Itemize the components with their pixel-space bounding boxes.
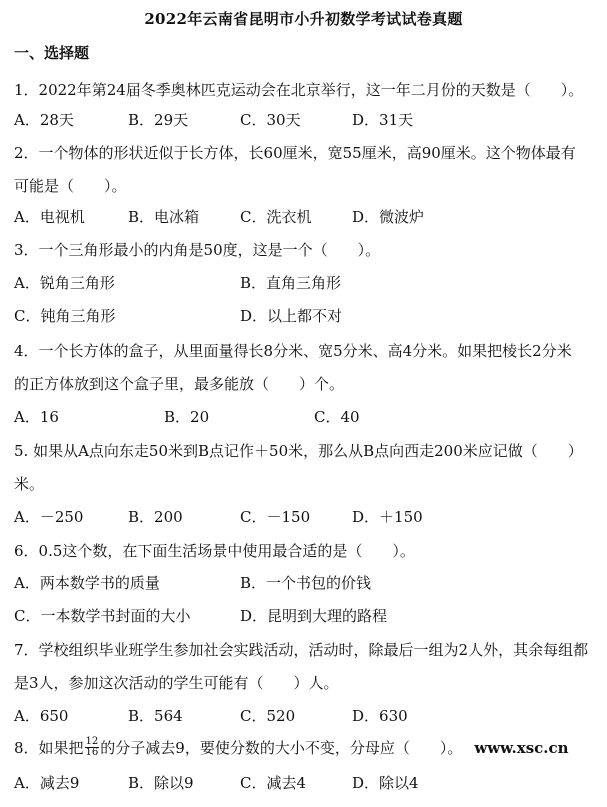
question-4-text-line2: 的正方体放到这个盒子里，最多能放（ ）个。 bbox=[14, 375, 345, 393]
section-heading: 一、选择题 bbox=[14, 44, 90, 62]
question-2-text-line2: 可能是（ ）。 bbox=[14, 177, 127, 195]
q7-option-d: D．630 bbox=[352, 707, 408, 725]
q8-option-a: A．减去9 bbox=[14, 774, 80, 792]
q1-option-c: C．30天 bbox=[240, 111, 301, 129]
q1-option-a: A．28天 bbox=[14, 111, 74, 129]
fraction-numerator: 12 bbox=[85, 735, 99, 747]
q3-option-b: B．直角三角形 bbox=[240, 274, 342, 292]
q4-option-b: B．20 bbox=[164, 408, 210, 426]
exam-title: 2022年云南省昆明市小升初数学考试试卷真题 bbox=[144, 10, 463, 28]
q2-option-a: A．电视机 bbox=[14, 208, 85, 226]
q8-option-c: C．减去4 bbox=[240, 774, 307, 792]
question-8-suffix: 的分子减去9，要使分数的大小不变，分母应（ ）。 bbox=[100, 739, 463, 757]
question-8-prefix: 8．如果把 bbox=[14, 739, 84, 757]
q6-option-d: D．昆明到大理的路程 bbox=[240, 607, 388, 625]
q4-option-c: C．40 bbox=[314, 408, 360, 426]
q2-option-b: B．电冰箱 bbox=[128, 208, 200, 226]
fraction-denominator: 16 bbox=[85, 746, 99, 758]
q5-option-b: B．200 bbox=[128, 508, 183, 526]
q2-option-c: C．洗衣机 bbox=[240, 208, 312, 226]
question-5-text-line2: 米。 bbox=[14, 475, 45, 493]
q1-option-d: D．31天 bbox=[352, 111, 414, 129]
q3-option-d: D．以上都不对 bbox=[240, 307, 343, 325]
question-5-text-line1: 5. 如果从A点向东走50米到B点记作＋50米，那么从B点向西走200米应记做（ ） bbox=[14, 442, 583, 460]
q5-option-d: D．＋150 bbox=[352, 508, 423, 526]
q5-option-a: A．－250 bbox=[14, 508, 84, 526]
question-8-text bbox=[14, 735, 569, 760]
question-4-text-line1: 4．一个长方体的盒子，从里面量得长8分米、宽5分米、高4分米。如果把棱长2分米 bbox=[14, 342, 572, 360]
q2-option-d: D．微波炉 bbox=[352, 208, 425, 226]
q5-option-c: C．－150 bbox=[240, 508, 311, 526]
watermark-text: www.xsc.cn bbox=[474, 739, 569, 757]
q6-option-a: A．两本数学书的质量 bbox=[14, 574, 160, 592]
q8-option-b: B．除以9 bbox=[128, 774, 194, 792]
question-2-text-line1: 2．一个物体的形状近似于长方体，长60厘米，宽55厘米，高90厘米。这个物体最有 bbox=[14, 144, 576, 162]
q6-option-c: C．一本数学书封面的大小 bbox=[14, 607, 191, 625]
question-7-text-line1: 7．学校组织毕业班学生参加社会实践活动，活动时，除最后一组为2人外，其余每组都 bbox=[14, 641, 589, 659]
q1-option-b: B．29天 bbox=[128, 111, 189, 129]
q7-option-a: A．650 bbox=[14, 707, 69, 725]
q3-option-a: A．锐角三角形 bbox=[14, 274, 115, 292]
q7-option-b: B．564 bbox=[128, 707, 183, 725]
question-3-text: 3．一个三角形最小的内角是50度，这是一个（ ）。 bbox=[14, 241, 381, 259]
question-6-text: 6．0.5这个数，在下面生活场景中使用最合适的是（ ）。 bbox=[14, 542, 415, 560]
q8-option-d: D．除以4 bbox=[352, 774, 419, 792]
q4-option-a: A．16 bbox=[14, 408, 59, 426]
question-7-text-line2: 是3人，参加这次活动的学生可能有（ ）人。 bbox=[14, 674, 339, 692]
q7-option-c: C．520 bbox=[240, 707, 296, 725]
fraction bbox=[85, 737, 100, 758]
question-1-text: 1．2022年第24届冬季奥林匹克运动会在北京举行，这一年二月份的天数是（ ）。 bbox=[14, 81, 584, 99]
q3-option-c: C．钝角三角形 bbox=[14, 307, 116, 325]
q6-option-b: B．一个书包的价钱 bbox=[240, 574, 372, 592]
